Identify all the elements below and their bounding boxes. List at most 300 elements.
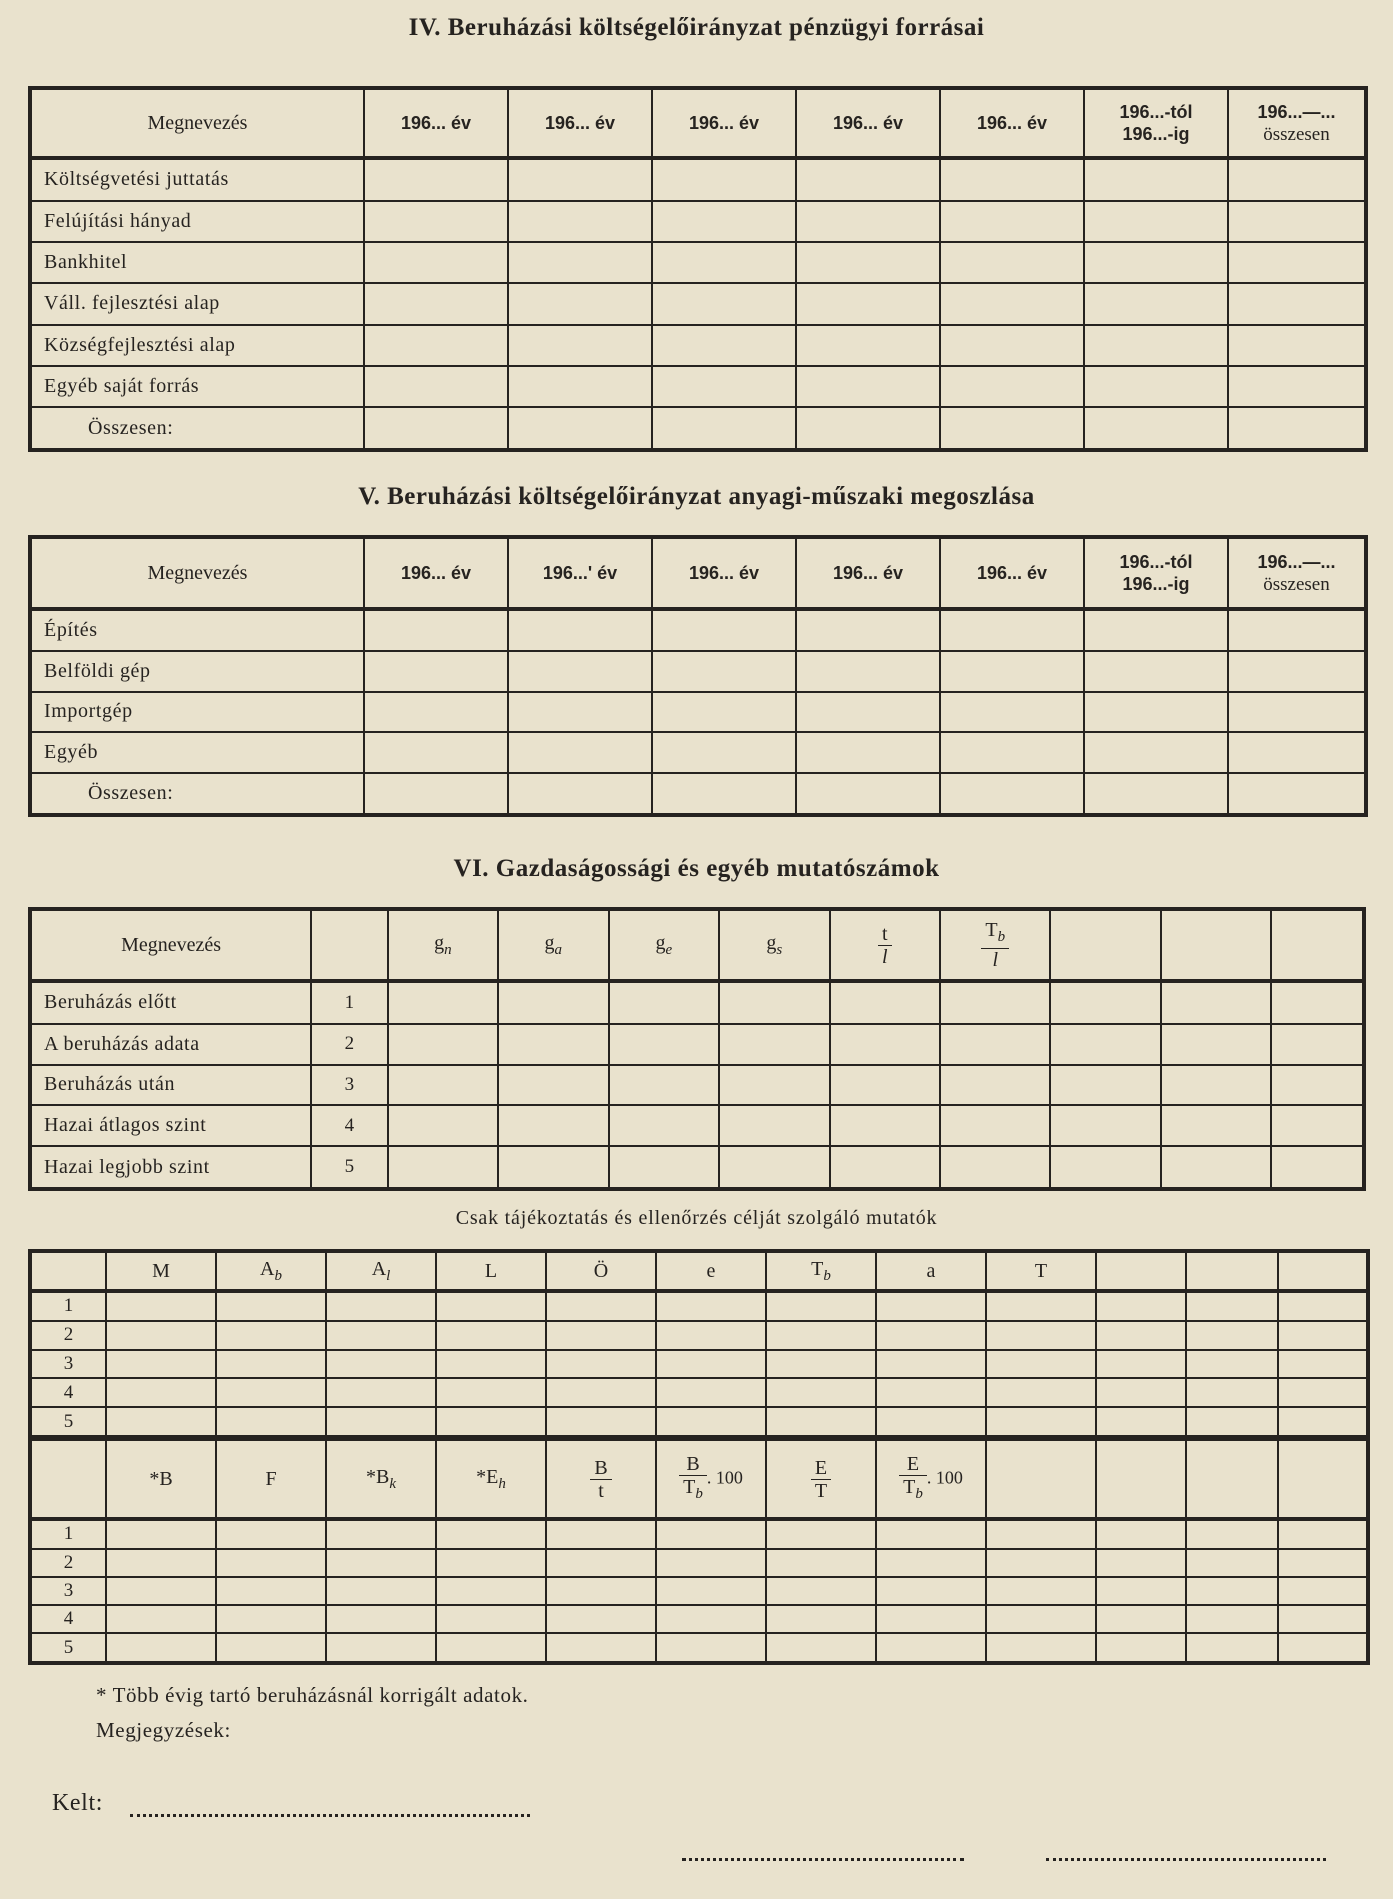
input-cell[interactable] — [508, 366, 652, 407]
input-cell[interactable] — [216, 1350, 326, 1379]
row-number: 4 — [311, 1105, 387, 1146]
input-cell[interactable] — [388, 1105, 498, 1146]
input-cell[interactable] — [1084, 692, 1228, 733]
header-rownum-col — [30, 1439, 106, 1519]
input-cell[interactable] — [216, 1378, 326, 1407]
input-cell[interactable] — [766, 1577, 876, 1605]
input-cell[interactable] — [719, 1024, 829, 1065]
header-b-over-tb-100: $\frac{B}{T_b}$ . 100 — [656, 1439, 766, 1519]
input-cell[interactable] — [652, 609, 796, 651]
header-year-1: 196... év — [364, 537, 508, 609]
section-5-title: V. Beruházási költségelőirányzat anyagi-műszaki megoszlása — [358, 483, 1035, 510]
input-cell[interactable] — [1278, 1378, 1368, 1407]
input-cell[interactable] — [1096, 1378, 1186, 1407]
input-cell[interactable] — [609, 1146, 719, 1189]
input-cell[interactable] — [652, 242, 796, 283]
input-cell[interactable] — [1186, 1549, 1278, 1577]
input-cell[interactable] — [940, 366, 1084, 407]
input-cell[interactable] — [216, 1321, 326, 1350]
input-cell[interactable] — [436, 1549, 546, 1577]
header-year-1: 196... év — [364, 88, 508, 158]
row-label: Egyéb — [30, 732, 364, 773]
input-cell[interactable] — [546, 1321, 656, 1350]
input-cell[interactable] — [1186, 1633, 1278, 1663]
input-cell[interactable] — [546, 1549, 656, 1577]
kelt-field[interactable] — [130, 1814, 530, 1817]
input-cell[interactable] — [1278, 1350, 1368, 1379]
header-g-e: $g_e$ — [609, 909, 719, 981]
row-number: 2 — [311, 1024, 387, 1065]
input-cell[interactable] — [1096, 1549, 1186, 1577]
total-label: Összesen: — [30, 773, 364, 815]
input-cell[interactable] — [1084, 201, 1228, 242]
input-cell[interactable] — [326, 1519, 436, 1549]
input-cell[interactable] — [719, 1105, 829, 1146]
input-cell[interactable] — [1084, 773, 1228, 815]
input-cell[interactable] — [1278, 1633, 1368, 1663]
informational-indicators-note: Csak tájékoztatás és ellenőrzés célját szolgáló mutatók — [455, 1207, 938, 1229]
input-cell[interactable] — [216, 1605, 326, 1633]
input-cell[interactable] — [436, 1605, 546, 1633]
input-cell[interactable] — [940, 201, 1084, 242]
input-cell[interactable] — [652, 732, 796, 773]
row-number: 1 — [30, 1291, 106, 1321]
info-indicators-table-b — [28, 1437, 1370, 1665]
input-cell[interactable] — [609, 1065, 719, 1106]
input-cell[interactable] — [1228, 407, 1366, 450]
input-cell[interactable] — [940, 407, 1084, 450]
input-cell[interactable] — [656, 1407, 766, 1437]
input-cell[interactable] — [796, 732, 940, 773]
input-cell[interactable] — [364, 158, 508, 201]
input-cell[interactable] — [940, 325, 1084, 366]
input-cell[interactable] — [1228, 609, 1366, 651]
input-cell[interactable] — [326, 1378, 436, 1407]
input-cell[interactable] — [546, 1519, 656, 1549]
header-o: Ö — [546, 1251, 656, 1291]
input-cell[interactable] — [1228, 283, 1366, 324]
input-cell[interactable] — [876, 1549, 986, 1577]
input-cell[interactable] — [656, 1549, 766, 1577]
input-cell[interactable] — [1050, 1146, 1160, 1189]
input-cell[interactable] — [986, 1605, 1096, 1633]
input-cell[interactable] — [656, 1321, 766, 1350]
input-cell[interactable] — [106, 1378, 216, 1407]
input-cell[interactable] — [498, 1024, 608, 1065]
header-rownum-col — [30, 1251, 106, 1291]
input-cell[interactable] — [1186, 1350, 1278, 1379]
input-cell[interactable] — [364, 651, 508, 692]
input-cell[interactable] — [1186, 1519, 1278, 1549]
input-cell[interactable] — [609, 1105, 719, 1146]
input-cell[interactable] — [1186, 1291, 1278, 1321]
input-cell[interactable] — [364, 242, 508, 283]
input-cell[interactable] — [106, 1549, 216, 1577]
input-cell[interactable] — [1228, 201, 1366, 242]
input-cell[interactable] — [796, 773, 940, 815]
input-cell[interactable] — [1186, 1605, 1278, 1633]
input-cell[interactable] — [106, 1407, 216, 1437]
input-cell[interactable] — [1084, 283, 1228, 324]
input-cell[interactable] — [546, 1577, 656, 1605]
input-cell[interactable] — [1228, 242, 1366, 283]
input-cell[interactable] — [940, 158, 1084, 201]
input-cell[interactable] — [652, 283, 796, 324]
input-cell[interactable] — [1050, 1105, 1160, 1146]
input-cell[interactable] — [364, 609, 508, 651]
input-cell[interactable] — [326, 1350, 436, 1379]
input-cell[interactable] — [216, 1549, 326, 1577]
input-cell[interactable] — [652, 407, 796, 450]
input-cell[interactable] — [436, 1291, 546, 1321]
input-cell[interactable] — [719, 1065, 829, 1106]
input-cell[interactable] — [876, 1577, 986, 1605]
input-cell[interactable] — [1186, 1321, 1278, 1350]
header-e: e — [656, 1251, 766, 1291]
input-cell[interactable] — [326, 1577, 436, 1605]
row-number: 5 — [30, 1633, 106, 1663]
input-cell[interactable] — [326, 1407, 436, 1437]
input-cell[interactable] — [1084, 407, 1228, 450]
input-cell[interactable] — [498, 981, 608, 1024]
input-cell[interactable] — [940, 981, 1050, 1024]
section-6-title: VI. Gazdaságossági és egyéb mutatószámok — [453, 855, 940, 882]
input-cell[interactable] — [876, 1350, 986, 1379]
input-cell[interactable] — [656, 1519, 766, 1549]
input-cell[interactable] — [766, 1321, 876, 1350]
input-cell[interactable] — [508, 325, 652, 366]
input-cell[interactable] — [546, 1350, 656, 1379]
input-cell[interactable] — [106, 1321, 216, 1350]
header-blank — [1271, 909, 1364, 981]
input-cell[interactable] — [508, 692, 652, 733]
input-cell[interactable] — [1161, 1065, 1271, 1106]
input-cell[interactable] — [106, 1633, 216, 1663]
input-cell[interactable] — [1186, 1577, 1278, 1605]
input-cell[interactable] — [766, 1378, 876, 1407]
input-cell[interactable] — [364, 692, 508, 733]
input-cell[interactable] — [656, 1378, 766, 1407]
input-cell[interactable] — [546, 1605, 656, 1633]
input-cell[interactable] — [876, 1519, 986, 1549]
input-cell[interactable] — [986, 1519, 1096, 1549]
input-cell[interactable] — [364, 201, 508, 242]
input-cell[interactable] — [1228, 651, 1366, 692]
input-cell[interactable] — [1096, 1633, 1186, 1663]
input-cell[interactable] — [326, 1633, 436, 1663]
input-cell[interactable] — [364, 325, 508, 366]
input-cell[interactable] — [940, 242, 1084, 283]
header-m: M — [106, 1251, 216, 1291]
input-cell[interactable] — [796, 609, 940, 651]
input-cell[interactable] — [498, 1105, 608, 1146]
input-cell[interactable] — [830, 981, 940, 1024]
header-total: 196...—... összesen — [1228, 88, 1366, 158]
input-cell[interactable] — [364, 773, 508, 815]
input-cell[interactable] — [652, 692, 796, 733]
input-cell[interactable] — [656, 1350, 766, 1379]
input-cell[interactable] — [546, 1633, 656, 1663]
input-cell[interactable] — [796, 283, 940, 324]
input-cell[interactable] — [876, 1605, 986, 1633]
input-cell[interactable] — [388, 1065, 498, 1106]
input-cell[interactable] — [498, 1146, 608, 1189]
input-cell[interactable] — [436, 1577, 546, 1605]
input-cell[interactable] — [106, 1605, 216, 1633]
input-cell[interactable] — [1228, 732, 1366, 773]
input-cell[interactable] — [1084, 366, 1228, 407]
input-cell[interactable] — [436, 1378, 546, 1407]
input-cell[interactable] — [1096, 1291, 1186, 1321]
input-cell[interactable] — [364, 283, 508, 324]
input-cell[interactable] — [1278, 1549, 1368, 1577]
input-cell[interactable] — [940, 651, 1084, 692]
input-cell[interactable] — [508, 201, 652, 242]
input-cell[interactable] — [796, 242, 940, 283]
input-cell[interactable] — [609, 981, 719, 1024]
input-cell[interactable] — [652, 651, 796, 692]
input-cell[interactable] — [1161, 981, 1271, 1024]
row-label: Importgép — [30, 692, 364, 733]
input-cell[interactable] — [986, 1633, 1096, 1663]
header-g-a: $g_a$ — [498, 909, 608, 981]
input-cell[interactable] — [830, 1024, 940, 1065]
input-cell[interactable] — [652, 773, 796, 815]
input-cell[interactable] — [940, 1024, 1050, 1065]
row-label: Bankhitel — [30, 242, 364, 283]
header-a-b: $A_b$ — [216, 1251, 326, 1291]
row-label: Hazai legjobb szint — [30, 1146, 311, 1189]
input-cell[interactable] — [656, 1291, 766, 1321]
input-cell[interactable] — [766, 1549, 876, 1577]
input-cell[interactable] — [1186, 1378, 1278, 1407]
input-cell[interactable] — [940, 773, 1084, 815]
input-cell[interactable] — [364, 407, 508, 450]
input-cell[interactable] — [876, 1321, 986, 1350]
footnote: * Több évig tartó beruházásnál korrigált adatok. — [96, 1683, 529, 1707]
input-cell[interactable] — [388, 1146, 498, 1189]
info-indicators-table-a — [28, 1249, 1370, 1439]
input-cell[interactable] — [1050, 981, 1160, 1024]
input-cell[interactable] — [216, 1577, 326, 1605]
header-tb-over-l: $\frac{T_b}{l}$ — [940, 909, 1050, 981]
input-cell[interactable] — [1096, 1519, 1186, 1549]
input-cell[interactable] — [106, 1291, 216, 1321]
header-year-range: 196...-tól 196...-ig — [1084, 88, 1228, 158]
input-cell[interactable] — [1161, 1105, 1271, 1146]
input-cell[interactable] — [546, 1378, 656, 1407]
header-blank — [1050, 909, 1160, 981]
input-cell[interactable] — [766, 1407, 876, 1437]
input-cell[interactable] — [106, 1577, 216, 1605]
input-cell[interactable] — [436, 1407, 546, 1437]
input-cell[interactable] — [1161, 1024, 1271, 1065]
input-cell[interactable] — [1278, 1291, 1368, 1321]
input-cell[interactable] — [652, 366, 796, 407]
row-label: Egyéb saját forrás — [30, 366, 364, 407]
row-label: A beruházás adata — [30, 1024, 311, 1065]
input-cell[interactable] — [652, 325, 796, 366]
input-cell[interactable] — [1084, 158, 1228, 201]
input-cell[interactable] — [216, 1519, 326, 1549]
input-cell[interactable] — [1096, 1605, 1186, 1633]
input-cell[interactable] — [508, 407, 652, 450]
input-cell[interactable] — [876, 1291, 986, 1321]
header-e-over-tb-100: $\frac{E}{T_b}$ . 100 — [876, 1439, 986, 1519]
input-cell[interactable] — [106, 1519, 216, 1549]
input-cell[interactable] — [796, 366, 940, 407]
input-cell[interactable] — [986, 1378, 1096, 1407]
input-cell[interactable] — [1278, 1519, 1368, 1549]
input-cell[interactable] — [1084, 325, 1228, 366]
input-cell[interactable] — [652, 158, 796, 201]
input-cell[interactable] — [986, 1549, 1096, 1577]
remarks-label: Megjegyzések: — [96, 1718, 231, 1742]
input-cell[interactable] — [508, 732, 652, 773]
material-technical-table — [28, 535, 1368, 817]
input-cell[interactable] — [1096, 1577, 1186, 1605]
input-cell[interactable] — [508, 609, 652, 651]
input-cell[interactable] — [986, 1350, 1096, 1379]
input-cell[interactable] — [766, 1519, 876, 1549]
input-cell[interactable] — [719, 1146, 829, 1189]
input-cell[interactable] — [216, 1291, 326, 1321]
input-cell[interactable] — [216, 1407, 326, 1437]
input-cell[interactable] — [766, 1350, 876, 1379]
input-cell[interactable] — [830, 1065, 940, 1106]
input-cell[interactable] — [1084, 609, 1228, 651]
input-cell[interactable] — [986, 1407, 1096, 1437]
input-cell[interactable] — [830, 1105, 940, 1146]
input-cell[interactable] — [1271, 1146, 1364, 1189]
input-cell[interactable] — [940, 609, 1084, 651]
input-cell[interactable] — [1228, 158, 1366, 201]
input-cell[interactable] — [436, 1350, 546, 1379]
input-cell[interactable] — [1096, 1407, 1186, 1437]
input-cell[interactable] — [1161, 1146, 1271, 1189]
row-label: Felújítási hányad — [30, 201, 364, 242]
input-cell[interactable] — [508, 242, 652, 283]
input-cell[interactable] — [1271, 1105, 1364, 1146]
input-cell[interactable] — [940, 732, 1084, 773]
input-cell[interactable] — [364, 732, 508, 773]
input-cell[interactable] — [1096, 1350, 1186, 1379]
input-cell[interactable] — [940, 1065, 1050, 1106]
input-cell[interactable] — [498, 1065, 608, 1106]
input-cell[interactable] — [796, 325, 940, 366]
input-cell[interactable] — [766, 1605, 876, 1633]
input-cell[interactable] — [796, 201, 940, 242]
input-cell[interactable] — [876, 1633, 986, 1663]
header-f: F — [216, 1439, 326, 1519]
input-cell[interactable] — [388, 981, 498, 1024]
input-cell[interactable] — [1228, 366, 1366, 407]
input-cell[interactable] — [1278, 1605, 1368, 1633]
input-cell[interactable] — [940, 692, 1084, 733]
input-cell[interactable] — [388, 1024, 498, 1065]
input-cell[interactable] — [508, 651, 652, 692]
input-cell[interactable] — [986, 1321, 1096, 1350]
input-cell[interactable] — [656, 1605, 766, 1633]
input-cell[interactable] — [1228, 325, 1366, 366]
signature-field-2[interactable] — [1046, 1858, 1326, 1861]
input-cell[interactable] — [1084, 242, 1228, 283]
header-year-4: 196... év — [796, 88, 940, 158]
input-cell[interactable] — [876, 1378, 986, 1407]
input-cell[interactable] — [1084, 732, 1228, 773]
input-cell[interactable] — [796, 158, 940, 201]
input-cell[interactable] — [876, 1407, 986, 1437]
input-cell[interactable] — [1278, 1407, 1368, 1437]
input-cell[interactable] — [364, 366, 508, 407]
input-cell[interactable] — [546, 1291, 656, 1321]
input-cell[interactable] — [508, 158, 652, 201]
input-cell[interactable] — [719, 981, 829, 1024]
input-cell[interactable] — [326, 1549, 436, 1577]
header-star-b: *B — [106, 1439, 216, 1519]
input-cell[interactable] — [436, 1633, 546, 1663]
input-cell[interactable] — [216, 1633, 326, 1663]
header-number-col — [311, 909, 387, 981]
input-cell[interactable] — [1271, 1024, 1364, 1065]
input-cell[interactable] — [1084, 651, 1228, 692]
input-cell[interactable] — [546, 1407, 656, 1437]
input-cell[interactable] — [609, 1024, 719, 1065]
input-cell[interactable] — [656, 1633, 766, 1663]
input-cell[interactable] — [796, 407, 940, 450]
input-cell[interactable] — [766, 1633, 876, 1663]
input-cell[interactable] — [106, 1350, 216, 1379]
input-cell[interactable] — [1278, 1321, 1368, 1350]
input-cell[interactable] — [940, 1105, 1050, 1146]
input-cell[interactable] — [796, 651, 940, 692]
input-cell[interactable] — [940, 283, 1084, 324]
header-b-over-t: $\frac{B}{t}$ — [546, 1439, 656, 1519]
input-cell[interactable] — [986, 1577, 1096, 1605]
input-cell[interactable] — [656, 1577, 766, 1605]
header-year-5: 196... év — [940, 88, 1084, 158]
input-cell[interactable] — [508, 283, 652, 324]
input-cell[interactable] — [326, 1321, 436, 1350]
row-label: Váll. fejlesztési alap — [30, 283, 364, 324]
input-cell[interactable] — [986, 1291, 1096, 1321]
input-cell[interactable] — [1186, 1407, 1278, 1437]
input-cell[interactable] — [1050, 1024, 1160, 1065]
input-cell[interactable] — [1096, 1321, 1186, 1350]
input-cell[interactable] — [436, 1321, 546, 1350]
header-blank — [1278, 1251, 1368, 1291]
row-number: 1 — [311, 981, 387, 1024]
input-cell[interactable] — [1278, 1577, 1368, 1605]
header-megnevezes: Megnevezés — [30, 537, 364, 609]
input-cell[interactable] — [940, 1146, 1050, 1189]
input-cell[interactable] — [508, 773, 652, 815]
input-cell[interactable] — [326, 1291, 436, 1321]
input-cell[interactable] — [766, 1291, 876, 1321]
input-cell[interactable] — [652, 201, 796, 242]
signature-field-1[interactable] — [682, 1858, 964, 1861]
input-cell[interactable] — [1050, 1065, 1160, 1106]
input-cell[interactable] — [1271, 1065, 1364, 1106]
input-cell[interactable] — [1228, 773, 1366, 815]
header-megnevezes: Megnevezés — [30, 88, 364, 158]
input-cell[interactable] — [326, 1605, 436, 1633]
input-cell[interactable] — [796, 692, 940, 733]
input-cell[interactable] — [436, 1519, 546, 1549]
input-cell[interactable] — [830, 1146, 940, 1189]
input-cell[interactable] — [1271, 981, 1364, 1024]
input-cell[interactable] — [1228, 692, 1366, 733]
